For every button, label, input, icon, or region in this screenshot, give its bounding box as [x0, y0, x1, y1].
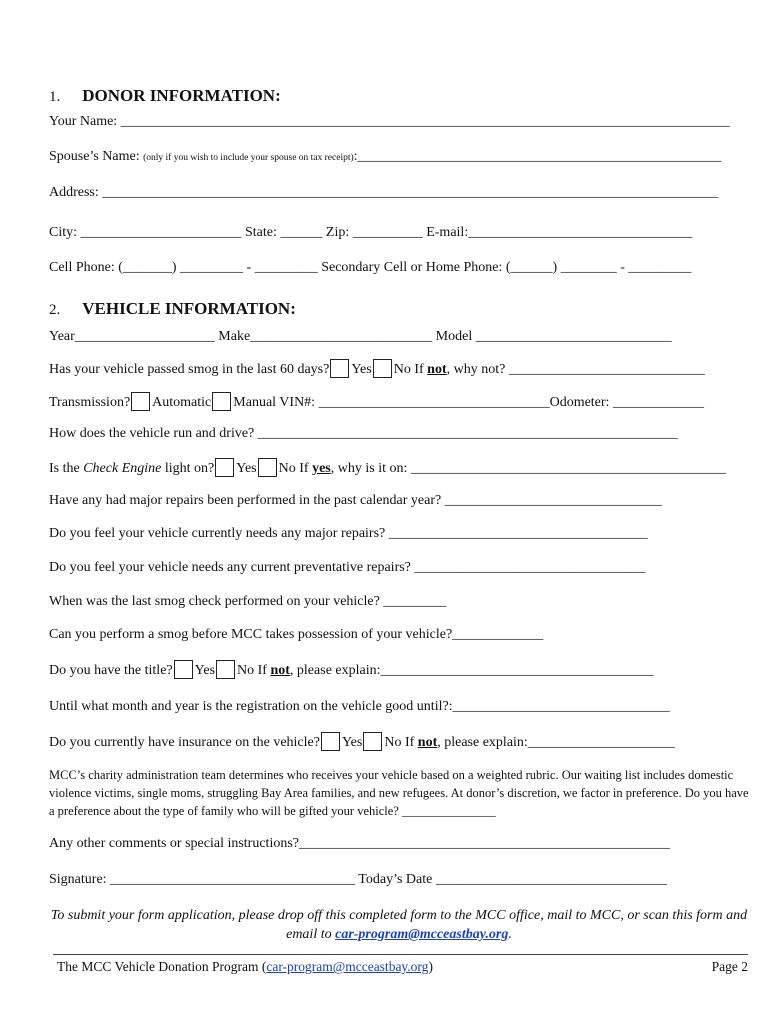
check-engine-no-checkbox[interactable] [258, 458, 277, 477]
email-link[interactable]: car-program@mcceastbay.org [335, 927, 509, 942]
footer: The MCC Vehicle Donation Program (car-program@mcceastbay.org) Page 2 [57, 959, 748, 974]
spouse-line: :____________________________________________________ [353, 149, 722, 164]
title-explain-line[interactable]: , please explain:_______________________________________ [289, 663, 654, 678]
title-yes-checkbox[interactable] [174, 660, 193, 679]
section-number: 1. [49, 89, 61, 105]
insurance-yes-checkbox[interactable] [321, 732, 340, 751]
address-field[interactable]: Address: ________________________________________________________________________________________ [49, 185, 719, 200]
smog-60-days-question: Has your vehicle passed smog in the last 60 days? Yes No If not, why not? ____________________________ [49, 359, 748, 378]
insurance-explain-line[interactable]: , please explain:_____________________ [437, 735, 675, 750]
footer-program: The MCC Vehicle Donation Program ( [57, 959, 267, 974]
perform-smog-field[interactable]: Can you perform a smog before MCC takes possession of your vehicle?_____________ [49, 627, 544, 642]
section-vehicle-heading [49, 299, 748, 319]
spouse-name-field[interactable] [49, 149, 748, 165]
signature-date-line[interactable]: Signature: ___________________________________ Today’s Date _________________________________ [49, 872, 667, 887]
spouse-note: (only if you wish to include your spouse on tax receipt) [143, 153, 354, 163]
phone-line[interactable]: Cell Phone: (_______) _________ - _________ Secondary Cell or Home Phone: (______) ________ - _________ [49, 260, 692, 275]
spouse-label: Spouse’s Name: [49, 149, 144, 164]
comments-field[interactable]: Any other comments or special instructions?_____________________________________________________ [49, 836, 670, 851]
major-repairs-done-field[interactable]: Have any had major repairs been performed in the past calendar year? _______________________________ [49, 493, 662, 508]
check-engine-yes-checkbox[interactable] [215, 458, 234, 477]
footer-divider [53, 954, 748, 955]
needs-major-repairs-field[interactable]: Do you feel your vehicle currently needs any major repairs? _____________________________________ [49, 526, 648, 541]
rubric-paragraph: MCC’s charity administration team determines who receives your vehicle based on a weighted rubric. Our waiting list includes domestic violence victims, single moms, struggling Bay Area families, and new refugees. At donor’s discretion, we factor in preference. Do you have a preference about the type of family who will be gifted your vehicle? _______________ [49, 768, 749, 818]
vin-field[interactable]: VIN#: _________________________________ [276, 395, 550, 410]
footer-email-link[interactable]: car-program@mcceastbay.org [266, 959, 429, 974]
year-make-model-line[interactable]: Year____________________ Make__________________________ Model ____________________________ [49, 329, 672, 344]
check-engine-question: Is the Check Engine light on? Yes No If yes, why is it on: _____________________________________________ [49, 458, 748, 477]
smog-no-checkbox[interactable] [373, 359, 392, 378]
section-title: VEHICLE INFORMATION: [82, 299, 296, 318]
transmission-vin-odometer-line: Transmission? Automatic Manual VIN#: _________________________________Odometer: _____________ [49, 392, 748, 411]
your-name-field[interactable]: Your Name: _______________________________________________________________________________________ [49, 114, 730, 129]
city-state-zip-email-line[interactable]: City: _______________________ State: ______ Zip: __________ E-mail:________________________________ [49, 225, 693, 240]
registration-field[interactable]: Until what month and year is the registration on the vehicle good until?:_______________________________ [49, 699, 670, 714]
insurance-no-checkbox[interactable] [363, 732, 382, 751]
smog-explain-line[interactable]: , why not? ____________________________ [446, 362, 705, 377]
smog-yes-checkbox[interactable] [330, 359, 349, 378]
section-donor-heading [49, 86, 748, 106]
needs-preventative-field[interactable]: Do you feel your vehicle needs any current preventative repairs? _________________________________ [49, 560, 646, 575]
last-smog-field[interactable]: When was the last smog check performed on your vehicle? _________ [49, 594, 447, 609]
check-engine-explain-line[interactable]: , why is it on: _____________________________________________ [330, 461, 726, 476]
section-title: DONOR INFORMATION: [82, 86, 281, 105]
insurance-question: Do you currently have insurance on the vehicle? Yes No If not, please explain:_____________________ [49, 732, 748, 751]
run-and-drive-field[interactable]: How does the vehicle run and drive? ____________________________________________________________ [49, 426, 678, 441]
submit-instructions: To submit your form application, please drop off this completed form to the MCC office, mail to MCC, or scan this form and email to car-program@mcceastbay.org. [50, 908, 748, 942]
odometer-field[interactable]: Odometer: _____________ [549, 395, 704, 410]
section-number: 2. [49, 302, 61, 318]
manual-checkbox[interactable] [212, 392, 231, 411]
title-no-checkbox[interactable] [216, 660, 235, 679]
page-number: Page 2 [711, 959, 748, 974]
automatic-checkbox[interactable] [131, 392, 150, 411]
title-question: Do you have the title? Yes No If not, please explain:_______________________________________ [49, 660, 748, 679]
